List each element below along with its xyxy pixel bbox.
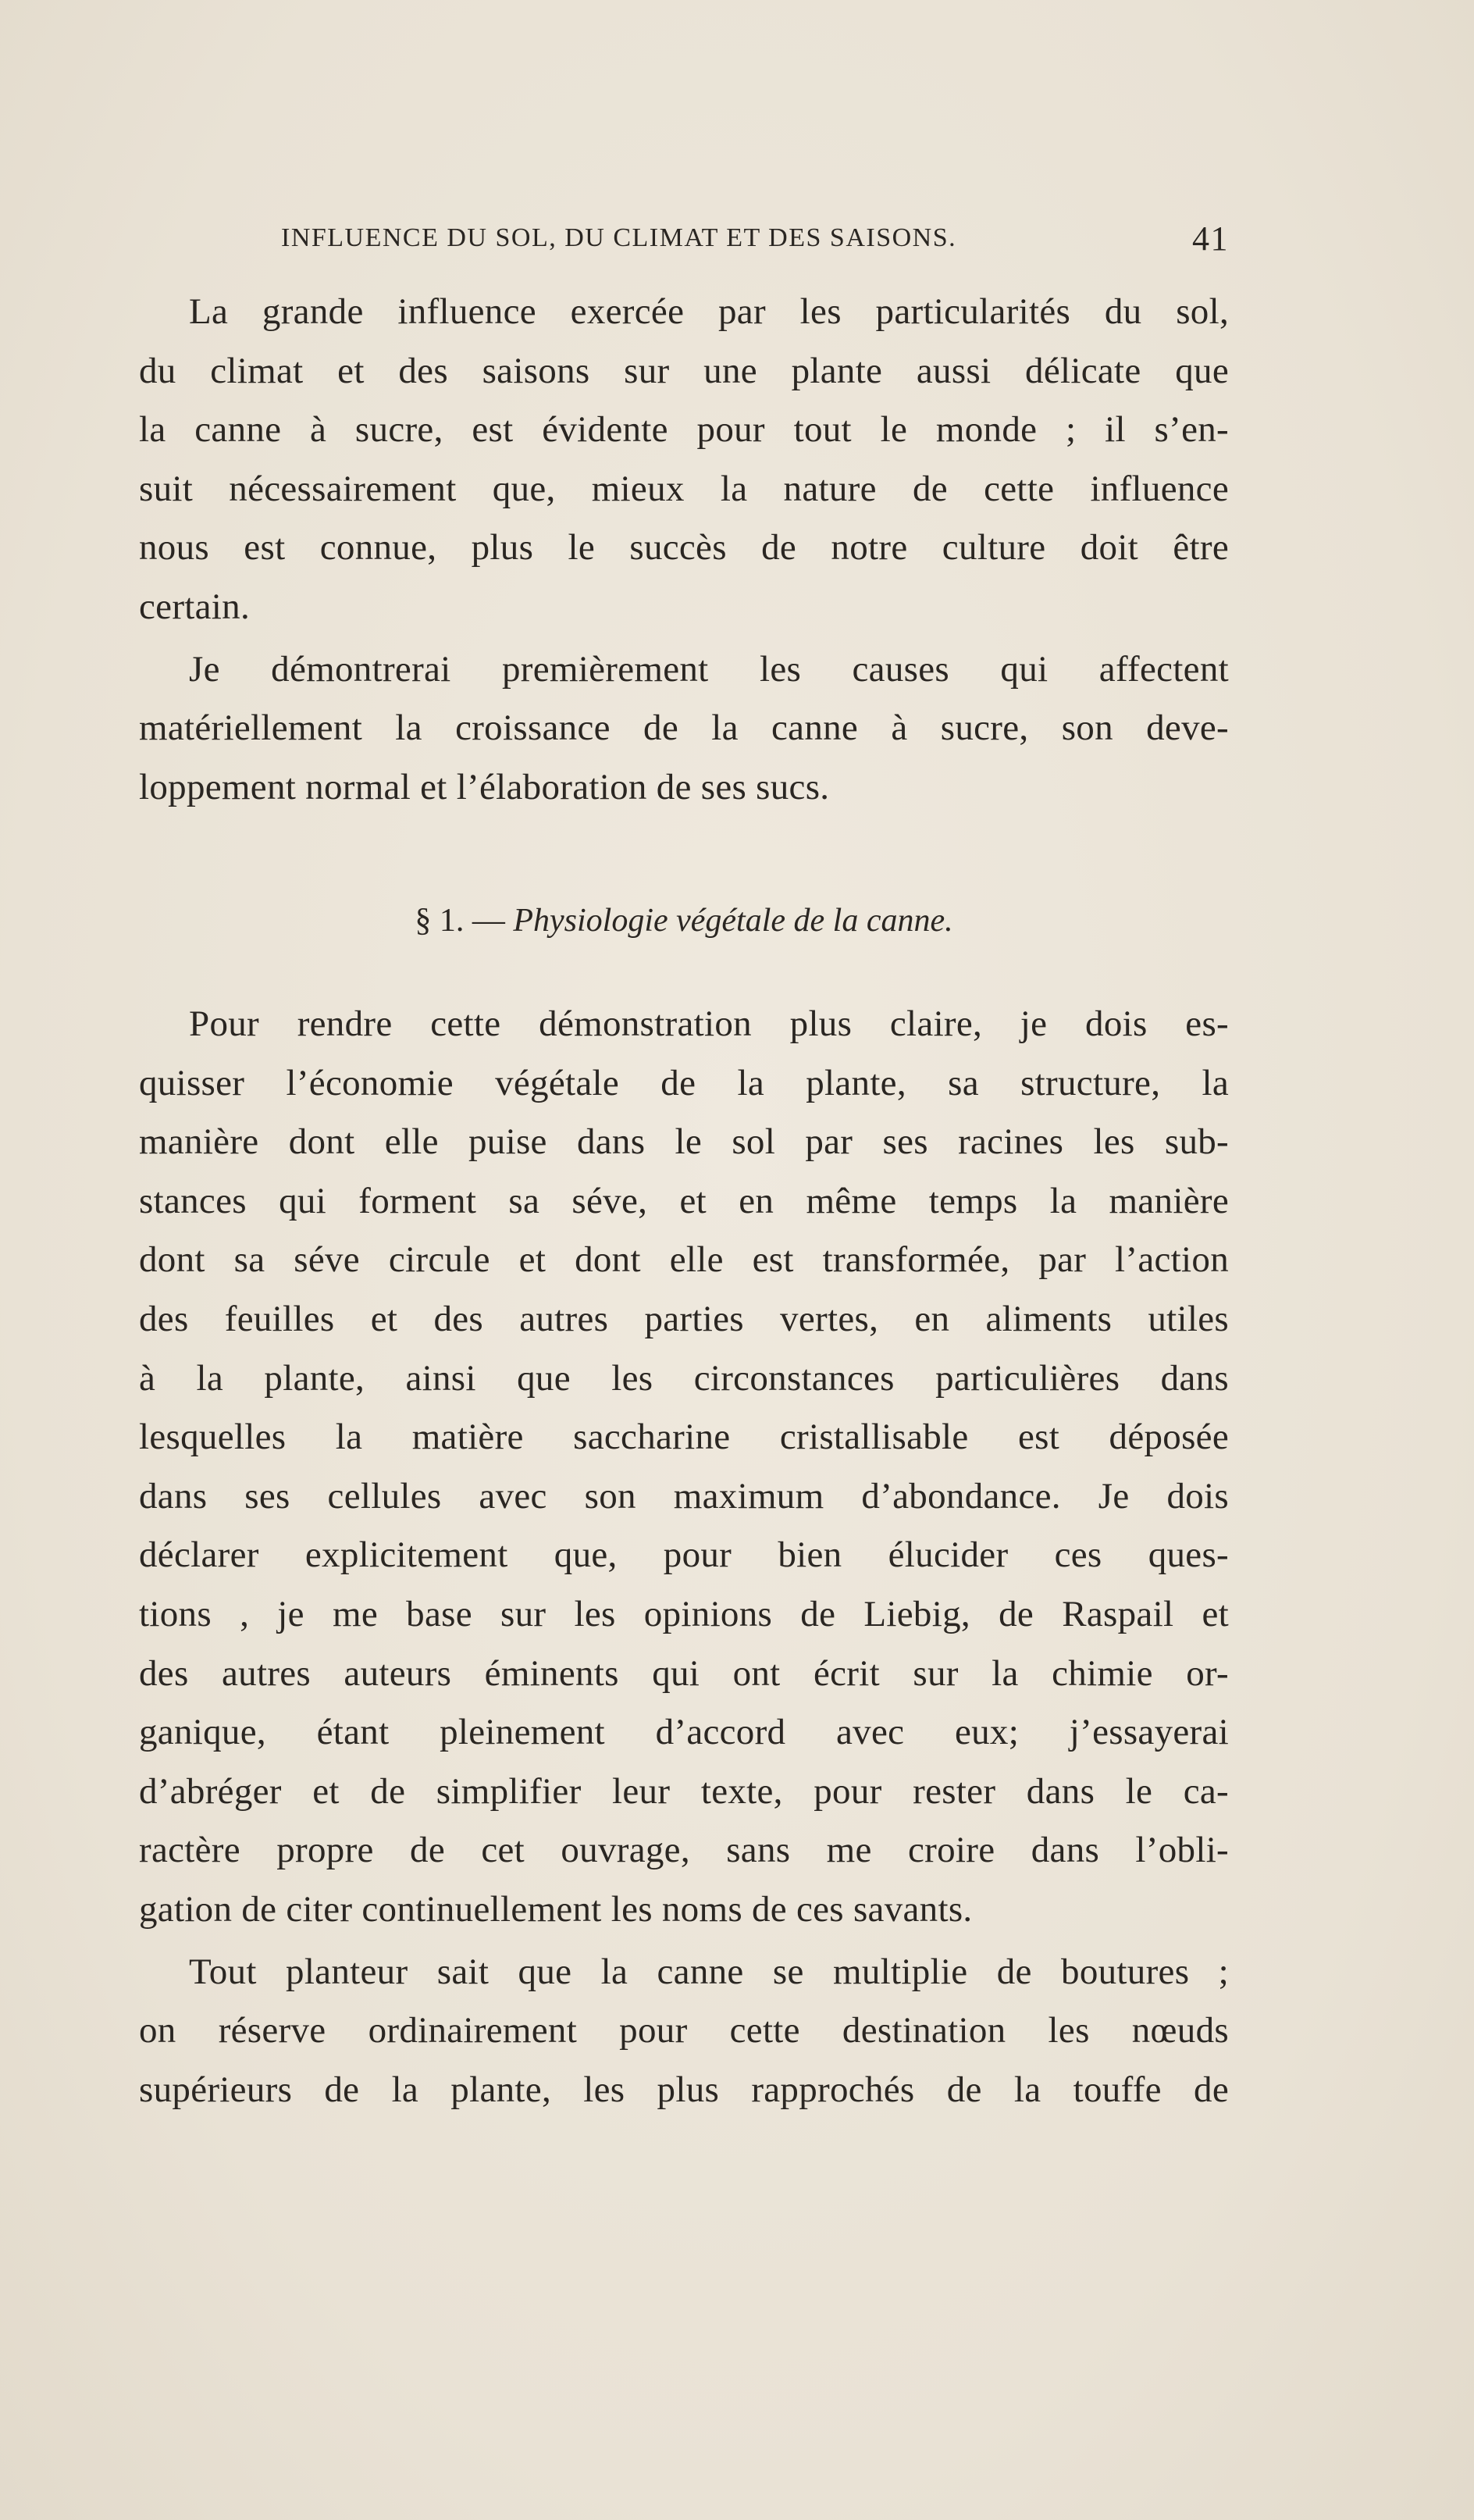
text-line: Pour rendre cette démonstration plus claire, je dois es-: [189, 1003, 1229, 1044]
text-line: on réserve ordinairement pour cette destination les nœuds: [139, 2010, 1229, 2051]
page-number: 41: [1192, 219, 1229, 258]
text-line: des feuilles et des autres parties vertes, en aliments utiles: [139, 1298, 1229, 1339]
section-number: § 1. —: [415, 903, 505, 939]
text-line: ractère propre de cet ouvrage, sans me croire dans l’obli-: [139, 1830, 1229, 1871]
text-line: suit nécessairement que, mieux la nature de cette influence: [139, 468, 1229, 509]
text-line: nous est connue, plus le succès de notre culture doit être: [139, 527, 1229, 569]
text-line: dont sa séve circule et dont elle est transformée, par l’action: [139, 1239, 1229, 1281]
text-line: la canne à sucre, est évidente pour tout le monde ; il s’en-: [139, 409, 1229, 451]
text-line: Je démontrerai premièrement les causes qui affectent: [189, 648, 1229, 690]
text-line: tions , je me base sur les opinions de Liebig, de Raspail et: [139, 1593, 1229, 1634]
text-line: Tout planteur sait que la canne se multiplie de boutures ;: [189, 1951, 1229, 1992]
text-line: matériellement la croissance de la canne à sucre, son deve-: [139, 708, 1229, 749]
text-line: déclarer explicitement que, pour bien élucider ces ques-: [139, 1534, 1229, 1576]
paragraph-4: [139, 1943, 1229, 2120]
text-line: d’abréger et de simplifier leur texte, pour rester dans le ca-: [139, 1770, 1229, 1812]
text-line: manière dont elle puise dans le sol par ses racines les sub-: [139, 1121, 1229, 1163]
paragraph-3: [139, 995, 1229, 1940]
text-line: supérieurs de la plante, les plus rapprochés de la touffe de: [139, 2069, 1229, 2110]
body-text-top: [139, 283, 1229, 817]
text-line: des autres auteurs éminents qui ont écrit sur la chimie or-: [139, 1652, 1229, 1694]
paragraph-1: [139, 283, 1229, 637]
running-head: [139, 219, 1229, 262]
paragraph-2: [139, 640, 1229, 818]
text-line: gation de citer continuellement les noms de ces savants.: [139, 1888, 973, 1930]
section-heading: [139, 902, 1229, 939]
text-line: stances qui forment sa séve, et en même temps la manière: [139, 1180, 1229, 1221]
body-text-bottom: [139, 995, 1229, 2119]
text-line: du climat et des saisons sur une plante aussi délicate que: [139, 350, 1229, 391]
text-line: à la plante, ainsi que les circonstances particulières dans: [139, 1357, 1229, 1399]
running-head-title: INFLUENCE DU SOL, DU CLIMAT ET DES SAISONS.: [281, 223, 957, 252]
text-line: La grande influence exercée par les particularités du sol,: [189, 291, 1229, 332]
text-line: ganique, étant pleinement d’accord avec eux; j’essayerai: [139, 1712, 1229, 1753]
text-line: loppement normal et l’élaboration de ses sucs.: [139, 766, 830, 807]
text-line: quisser l’économie végétale de la plante, sa structure, la: [139, 1062, 1229, 1103]
text-line: lesquelles la matière saccharine cristallisable est déposée: [139, 1417, 1229, 1458]
text-line: certain.: [139, 586, 250, 627]
text-line: dans ses cellules avec son maximum d’abondance. Je dois: [139, 1475, 1229, 1517]
section-title: Physiologie végétale de la canne.: [513, 903, 953, 939]
